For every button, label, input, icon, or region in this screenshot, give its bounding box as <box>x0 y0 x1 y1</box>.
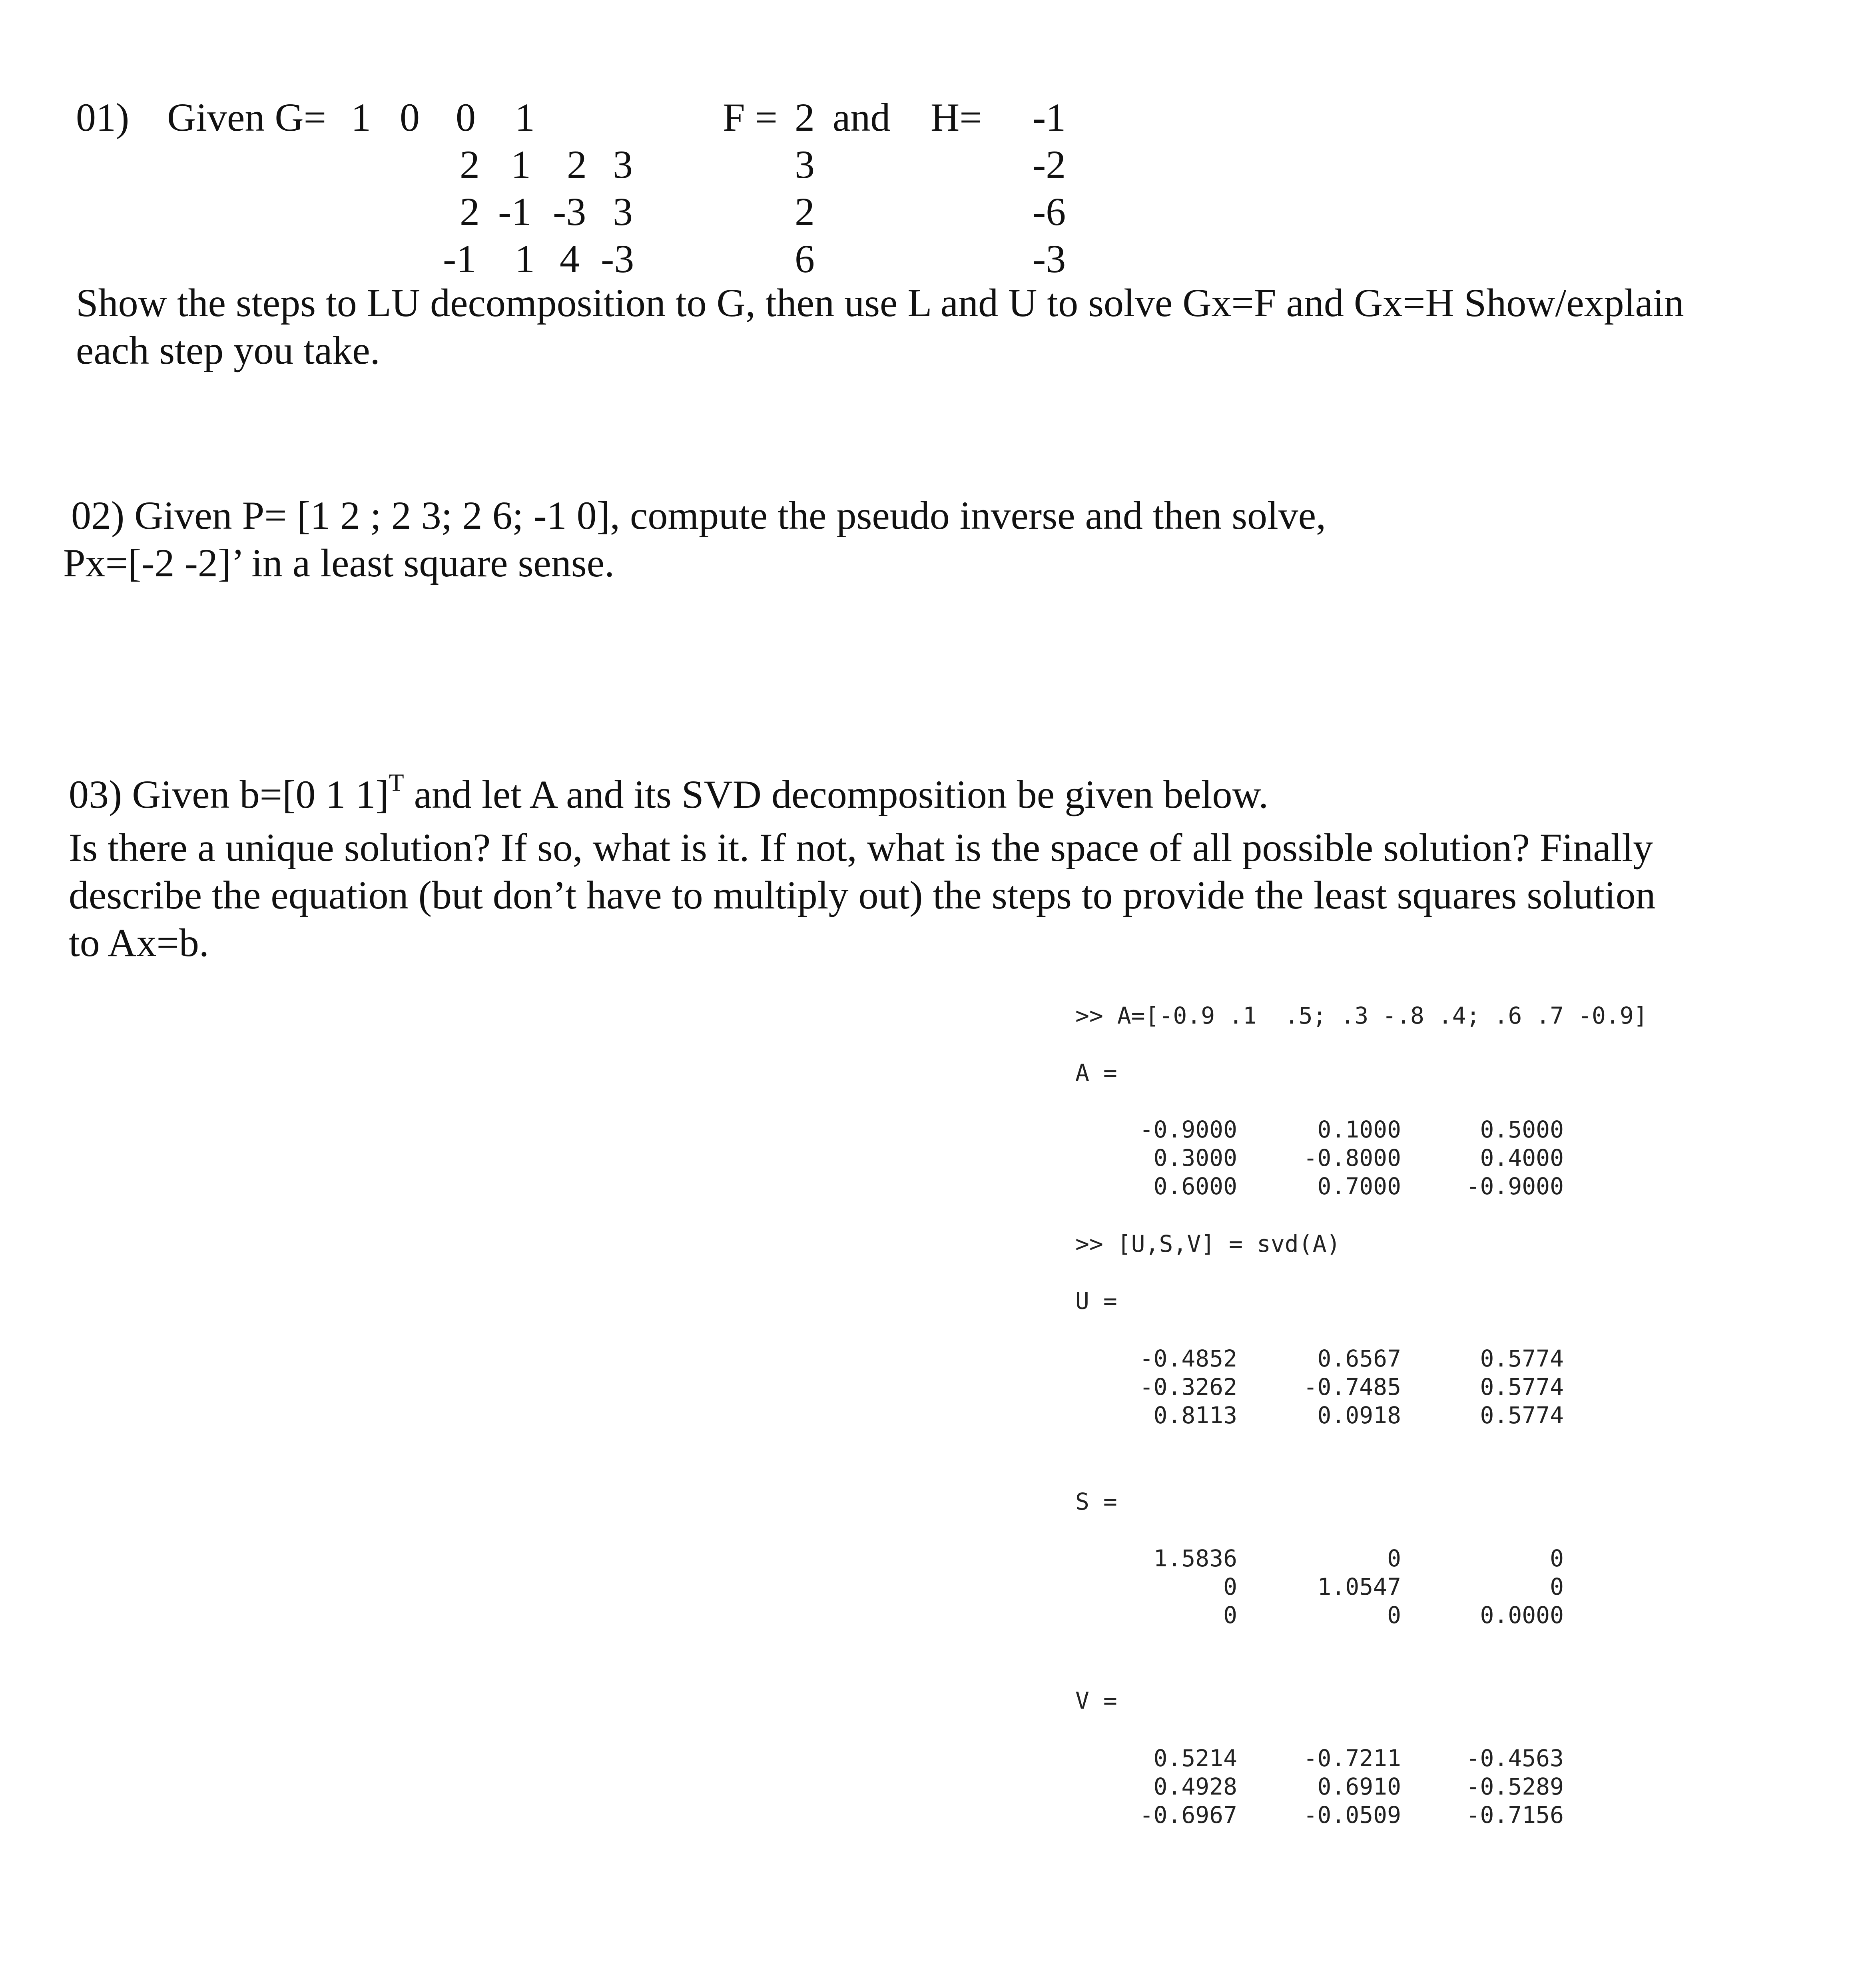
s-cell: 0.0000 <box>1480 1602 1564 1629</box>
v-cell: 0.6910 <box>1317 1773 1401 1800</box>
q1-given-label: Given G= <box>167 95 326 139</box>
g-cell: 1 <box>511 142 531 187</box>
g-cell: -1 <box>443 237 476 281</box>
q1-instructions <box>76 279 1684 374</box>
f-label: F = <box>723 95 778 139</box>
v-cell: 0.4928 <box>1153 1773 1237 1800</box>
u-cell: 0.5774 <box>1480 1402 1564 1429</box>
v-cell: -0.7211 <box>1303 1745 1401 1772</box>
q1-text-line: each step you take. <box>76 328 380 373</box>
v-cell: -0.6967 <box>1139 1801 1237 1829</box>
a-cell: 0.4000 <box>1480 1144 1564 1171</box>
transpose-superscript: T <box>389 769 404 797</box>
g-cell: 1 <box>351 95 371 139</box>
q1-text-line: Show the steps to LU decomposition to G, then use L and U to solve Gx=F and Gx=H Show/explain <box>76 281 1684 325</box>
a-cell: -0.8000 <box>1303 1144 1401 1171</box>
s-cell: 0 <box>1387 1545 1401 1572</box>
matrix-v-label: V = <box>1075 1687 1117 1714</box>
q3-text-line: describe the equation (but don’t have to multiply out) the steps to provide the least squares solution <box>69 873 1656 917</box>
q3-text-line: to Ax=b. <box>69 920 209 965</box>
v-cell: -0.4563 <box>1466 1745 1564 1772</box>
matlab-command: >> A=[-0.9 .1 .5; .3 -.8 .4; .6 .7 -0.9] <box>1075 1002 1648 1029</box>
f-cell: 2 <box>795 95 815 139</box>
a-cell: 0.7000 <box>1317 1173 1401 1200</box>
q3-line1-post: and let A and its SVD decomposition be given below. <box>404 772 1269 817</box>
a-cell: 0.5000 <box>1480 1116 1564 1143</box>
q3-line1-pre: 03) Given b=[0 1 1] <box>69 772 389 817</box>
s-cell: 1.5836 <box>1153 1545 1237 1572</box>
s-cell: 0 <box>1550 1545 1564 1572</box>
matrix-u-label: U = <box>1075 1287 1117 1315</box>
u-cell: 0.5774 <box>1480 1345 1564 1372</box>
g-cell: -3 <box>601 237 634 281</box>
h-cell: -6 <box>1033 189 1066 234</box>
g-cell: 3 <box>613 142 633 187</box>
a-cell: -0.9000 <box>1139 1116 1237 1143</box>
g-cell: 1 <box>515 95 535 139</box>
g-cell: 0 <box>456 95 476 139</box>
g-cell: 0 <box>400 95 420 139</box>
q2-block <box>63 492 1326 587</box>
v-cell: -0.7156 <box>1466 1801 1564 1829</box>
g-cell: 1 <box>515 237 535 281</box>
g-cell: 2 <box>460 189 480 234</box>
a-cell: 0.6000 <box>1153 1173 1237 1200</box>
s-cell: 0 <box>1223 1602 1237 1629</box>
v-cell: -0.5289 <box>1466 1773 1564 1800</box>
g-cell: -1 <box>498 189 532 234</box>
f-cell: 3 <box>795 142 815 187</box>
h-label: H= <box>931 95 982 139</box>
a-cell: -0.9000 <box>1466 1173 1564 1200</box>
h-cell: -2 <box>1033 142 1066 187</box>
matlab-command: >> [U,S,V] = svd(A) <box>1075 1230 1341 1257</box>
g-cell: 2 <box>567 142 587 187</box>
v-cell: 0.5214 <box>1153 1745 1237 1772</box>
s-cell: 0 <box>1223 1573 1237 1600</box>
and-label: and <box>833 95 891 139</box>
h-cell: -3 <box>1033 237 1066 281</box>
g-cell: 2 <box>460 142 480 187</box>
u-cell: 0.5774 <box>1480 1373 1564 1400</box>
u-cell: -0.3262 <box>1139 1373 1237 1400</box>
f-cell: 2 <box>795 189 815 234</box>
a-cell: 0.3000 <box>1153 1144 1237 1171</box>
u-cell: 0.0918 <box>1317 1402 1401 1429</box>
s-cell: 0 <box>1387 1602 1401 1629</box>
u-cell: -0.4852 <box>1139 1345 1237 1372</box>
q1-label: 01) <box>76 95 130 139</box>
matrix-s-label: S = <box>1075 1488 1117 1515</box>
a-cell: 0.1000 <box>1317 1116 1401 1143</box>
h-cell: -1 <box>1033 95 1066 139</box>
q3-text-line <box>69 771 1656 824</box>
s-cell: 1.0547 <box>1317 1573 1401 1600</box>
v-cell: -0.0509 <box>1303 1801 1401 1829</box>
g-cell: 3 <box>613 189 633 234</box>
s-cell: 0 <box>1550 1573 1564 1600</box>
q2-text-line: Px=[-2 -2]’ in a least square sense. <box>63 541 615 585</box>
g-cell: 4 <box>560 237 580 281</box>
u-cell: 0.8113 <box>1153 1402 1237 1429</box>
q2-text-line: 02) Given P= [1 2 ; 2 3; 2 6; -1 0], compute the pseudo inverse and then solve, <box>71 493 1326 538</box>
f-cell: 6 <box>795 237 815 281</box>
q3-text-line: Is there a unique solution? If so, what is it. If not, what is the space of all possible solution? Finally <box>69 825 1653 870</box>
g-cell: -3 <box>553 189 586 234</box>
q3-block <box>69 771 1656 966</box>
u-cell: -0.7485 <box>1303 1373 1401 1400</box>
matrix-a-label: A = <box>1075 1059 1117 1086</box>
u-cell: 0.6567 <box>1317 1345 1401 1372</box>
